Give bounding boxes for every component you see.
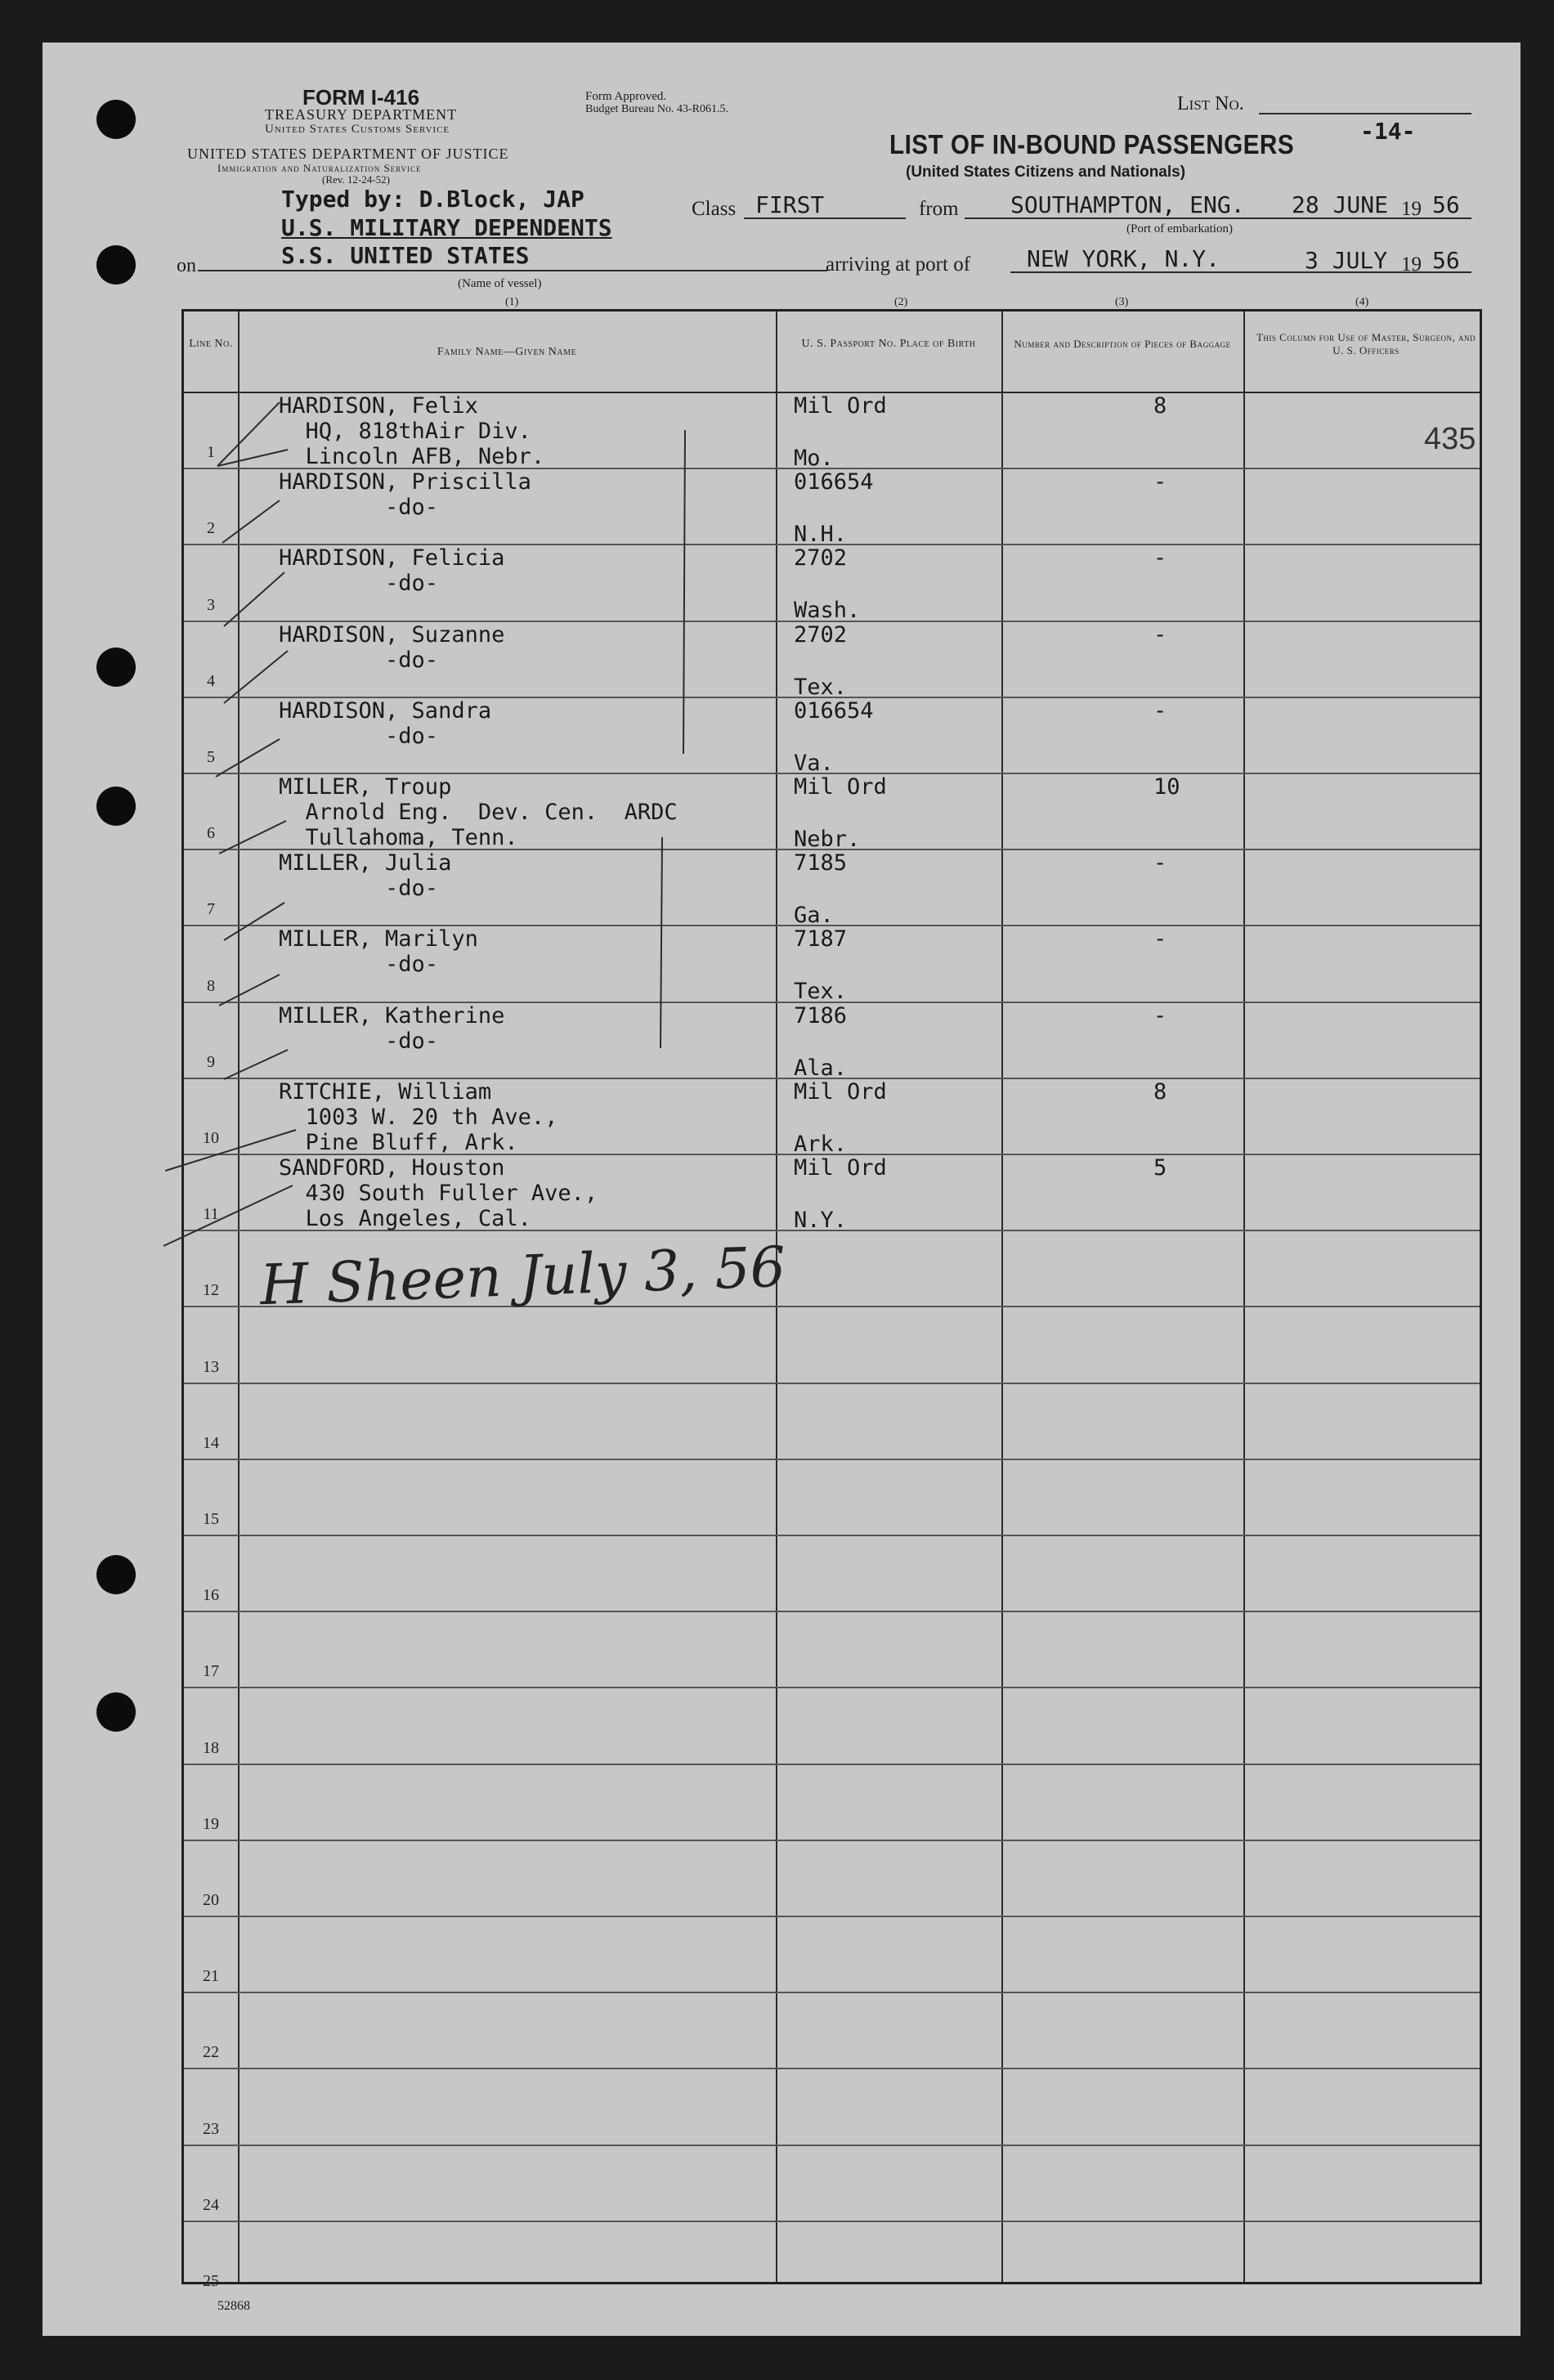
form-sheet [43,43,1520,2336]
line-number: 14 [203,1433,219,1452]
line-number: 4 [207,671,215,690]
line-number: 10 [203,1129,219,1147]
line-number: 23 [203,2119,219,2138]
line-number: 16 [203,1586,219,1605]
line-number: 2 [207,519,215,538]
col-number-4: (4) [1355,296,1369,308]
list-no-label: List No. [1177,93,1244,114]
passenger-name-line: HARDISON, Sandra [279,697,492,724]
passport-number: 2702 [794,621,848,648]
col-header-passport: U. S. Passport No. Place of Birth [801,338,976,350]
place-of-birth: N.H. [794,522,848,548]
departure-year: 56 [1432,191,1460,218]
from-port: SOUTHAMPTON, ENG. [1010,191,1245,218]
line-number: 24 [203,2195,219,2214]
footer-code: 52868 [217,2299,250,2313]
passenger-name-line: HARDISON, Priscilla [279,469,531,495]
passport-number: 7187 [794,926,848,952]
port-caption: (Port of embarkation) [1126,222,1233,235]
passport-number: Mil Ord [794,393,887,419]
line-number: 22 [203,2043,219,2062]
baggage-count: - [1153,545,1167,571]
col-number-2: (2) [894,296,908,308]
passenger-detail-line: 430 South Fuller Ave., [279,1181,598,1206]
page-title: LIST OF IN-BOUND PASSENGERS [889,129,1295,159]
place-of-birth: Wash. [794,598,861,624]
baggage-count: 8 [1153,393,1167,419]
line-number: 5 [207,748,215,766]
line-number: 20 [203,1891,219,1909]
arrival-date: 3 JULY [1305,247,1388,274]
baggage-count: - [1153,469,1167,495]
passenger-name-line: HARDISON, Suzanne [279,621,505,648]
col-header-name: Family Name—Given Name [437,346,577,358]
col-header-baggage: Number and Description of Pieces of Baggage [1014,338,1231,350]
passport-number: Mil Ord [794,1078,887,1105]
pencil-check-marks [43,43,1520,2336]
year-prefix: 19 [1401,198,1422,220]
passenger-detail-line: Tullahoma, Tenn. [279,825,518,850]
line-number: 17 [203,1662,219,1681]
passenger-detail-line: -do- [279,952,439,978]
baggage-count: - [1153,926,1167,952]
passport-number: 016654 [794,469,874,495]
passenger-name-line: MILLER, Julia [279,850,452,876]
passenger-detail-line: 1003 W. 20 th Ave., [279,1104,558,1130]
passenger-name-line: RITCHIE, William [279,1078,492,1105]
passenger-detail-line: -do- [279,647,439,673]
group-name: U.S. MILITARY DEPENDENTS [281,214,612,241]
passenger-name-line: HARDISON, Felicia [279,545,505,571]
passenger-detail-line: -do- [279,1028,439,1054]
arrival-year: 56 [1432,247,1460,274]
passenger-detail-line: Pine Bluff, Ark. [279,1129,518,1155]
passenger-detail-line: -do- [279,876,439,902]
place-of-birth: Ga. [794,903,834,929]
col-header-line-no: Line No. [189,338,233,350]
passport-number: 2702 [794,545,848,571]
line-number: 6 [207,824,215,843]
passenger-detail-line: Lincoln AFB, Nebr. [279,444,545,469]
baggage-count: 10 [1153,774,1180,800]
page-stamp-number: 435 [1424,422,1476,456]
baggage-count: - [1153,621,1167,648]
passport-number: 016654 [794,697,874,724]
budget-bureau: Budget Bureau No. 43-R061.5. [585,103,728,115]
vessel-name: S.S. UNITED STATES [281,242,530,269]
from-label: from [919,198,959,220]
line-number: 9 [207,1052,215,1071]
passenger-name-line: MILLER, Katherine [279,1002,505,1029]
line-number: 11 [203,1205,219,1224]
col-number-3: (3) [1115,296,1129,308]
baggage-count: - [1153,1002,1167,1029]
year-prefix: 19 [1401,253,1422,276]
arriving-label: arriving at port of [826,253,971,276]
place-of-birth: Nebr. [794,827,861,852]
passport-number: Mil Ord [794,1155,887,1181]
line-number: 18 [203,1738,219,1757]
baggage-count: 5 [1153,1155,1167,1181]
place-of-birth: Mo. [794,446,834,471]
vessel-caption: (Name of vessel) [458,277,542,290]
departure-date: 28 JUNE [1292,191,1389,218]
passenger-detail-line: -do- [279,723,439,749]
treasury-department: TREASURY DEPARTMENT [265,106,458,123]
line-number: 21 [203,1967,219,1986]
baggage-count: - [1153,850,1167,876]
customs-service: United States Customs Service [265,123,450,136]
passport-number: 7186 [794,1002,848,1029]
col-header-officers: This Column for Use of Master, Surgeon, and U. S. Officers [1256,331,1476,356]
passenger-detail-line: HQ, 818thAir Div. [279,419,531,444]
class-value: FIRST [755,191,825,218]
place-of-birth: Ark. [794,1131,848,1157]
passenger-name-line: SANDFORD, Houston [279,1155,505,1181]
passenger-name-line: MILLER, Troup [279,774,452,800]
baggage-count: - [1153,697,1167,724]
place-of-birth: Va. [794,750,834,776]
passport-number: 7185 [794,850,848,876]
justice-department: UNITED STATES DEPARTMENT OF JUSTICE [187,146,509,162]
line-number: 8 [207,976,215,995]
class-label: Class [692,198,737,220]
on-label: on [177,255,196,276]
page-subtitle: (United States Citizens and Nationals) [906,164,1186,181]
passenger-detail-line: Los Angeles, Cal. [279,1206,531,1231]
passport-number: Mil Ord [794,774,887,800]
form-number: FORM I-416 [302,85,420,110]
place-of-birth: Tex. [794,979,848,1005]
revision-date: (Rev. 12-24-52) [322,173,390,186]
typed-by: Typed by: D.Block, JAP [281,186,584,213]
passenger-detail-line: Arnold Eng. Dev. Cen. ARDC [279,800,678,825]
arrival-port: NEW YORK, N.Y. [1027,245,1220,272]
place-of-birth: N.Y. [794,1208,848,1233]
handwritten-signature: H Sheen July 3, 56 [258,1235,787,1319]
line-number: 1 [207,443,215,462]
form-approved: Form Approved. [585,90,667,103]
line-number: 13 [203,1357,219,1376]
passenger-detail-line: -do- [279,495,439,521]
col-number-1: (1) [505,296,519,308]
immigration-service: Immigration and Naturalization Service [217,162,422,174]
passenger-name-line: HARDISON, Felix [279,393,478,419]
passenger-name-line: MILLER, Marilyn [279,926,478,952]
line-number: 12 [203,1281,219,1300]
list-no-value: -14- [1360,118,1416,145]
baggage-count: 8 [1153,1078,1167,1105]
place-of-birth: Ala. [794,1055,848,1081]
passenger-detail-line: -do- [279,571,439,597]
line-number: 7 [207,900,215,919]
line-number: 15 [203,1510,219,1528]
place-of-birth: Tex. [794,674,848,700]
line-number: 19 [203,1814,219,1833]
line-number: 25 [203,2272,219,2290]
line-number: 3 [207,595,215,614]
